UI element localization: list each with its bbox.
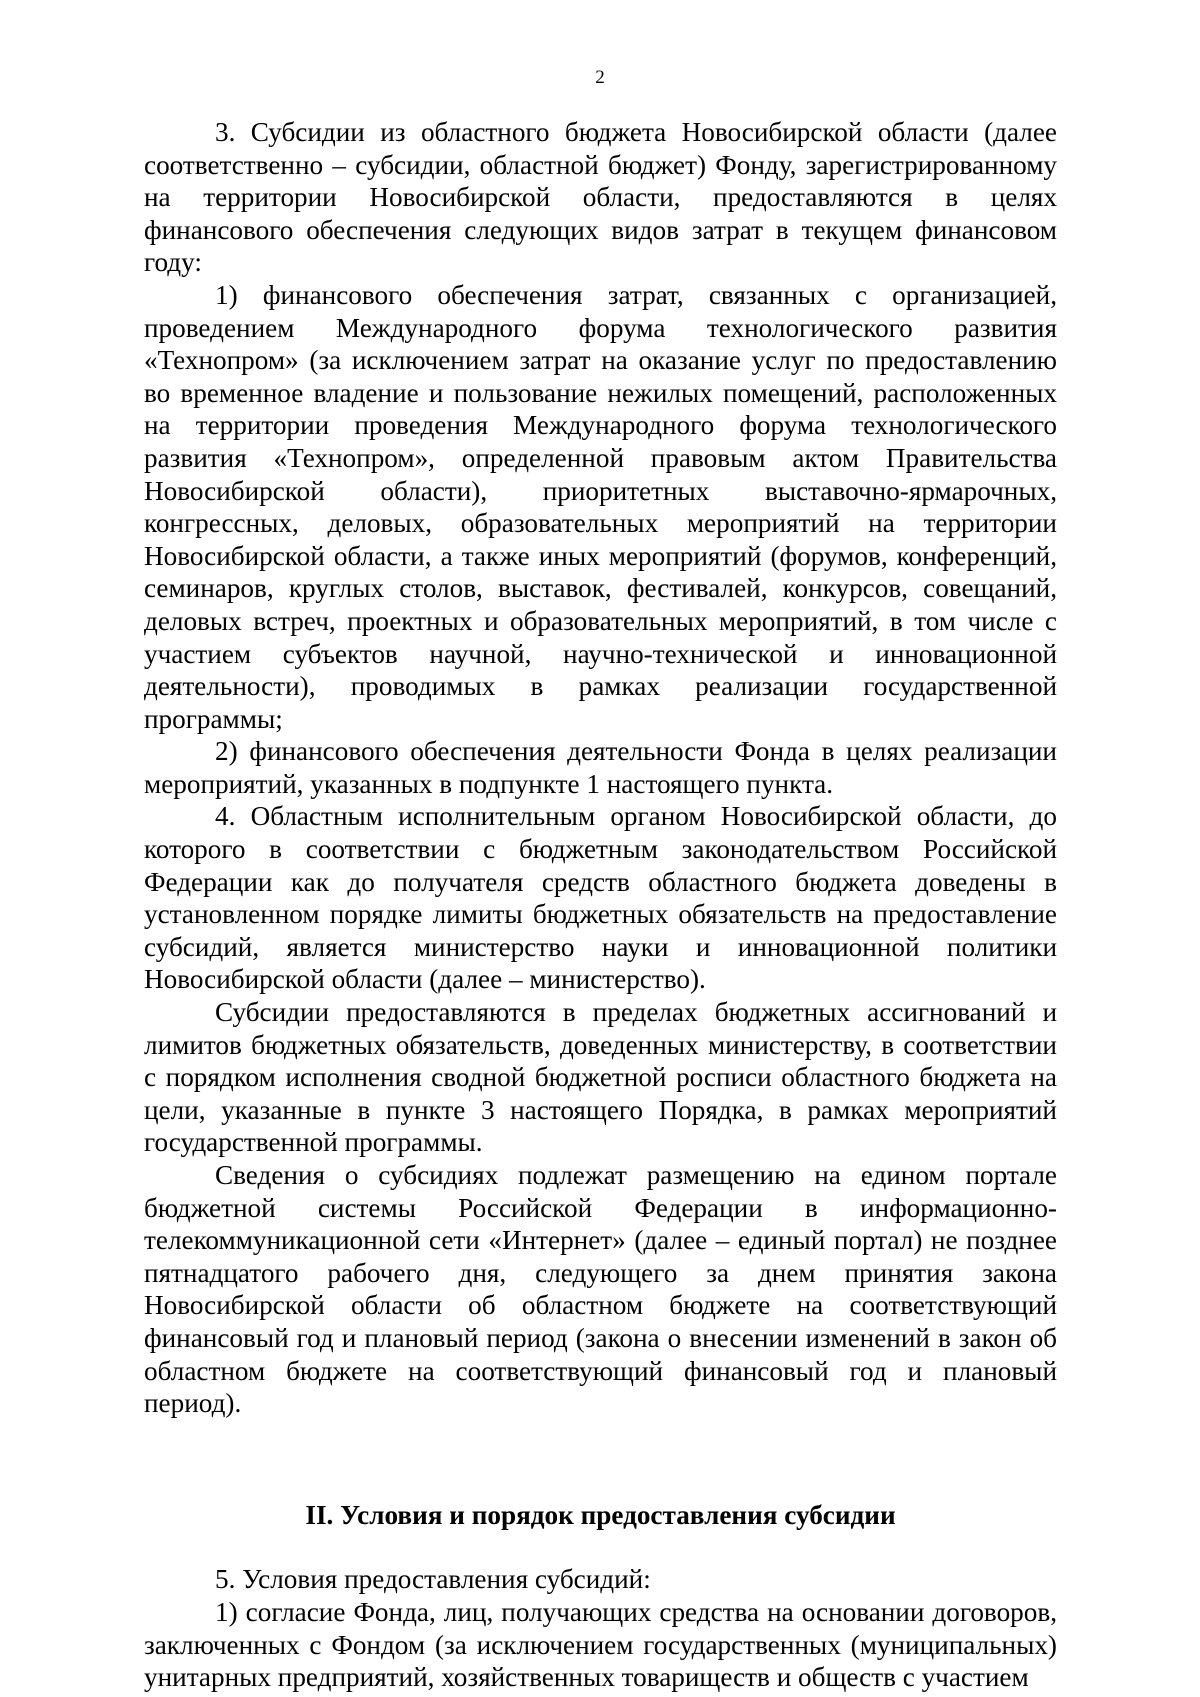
paragraph-subitem-1: 1) финансового обеспечения затрат, связанных с организацией, проведением Международного форума технологического развития «Технопром» (за исключением затрат на оказание услуг по предоставлению во временное владение и пользование нежилых помещений, расположенных на территории проведения Международного форума технологического развития «Технопром», определенной правовым актом Правительства Новосибирской области), приоритетных выставочно-ярмарочных, конгрессных, деловых, образовательных мероприятий на территории Новосибирской области, а также иных мероприятий (форумов, конференций, семинаров, круглых столов, выставок, фестивалей, конкурсов, совещаний, деловых встреч, проектных и образовательных мероприятий, в том числе с участием субъектов научной, научно-технической и инновационной деятельности), проводимых в рамках реализации государственной программы;: [144, 279, 1057, 734]
paragraph-subsidy-limits: Субсидии предоставляются в пределах бюджетных ассигнований и лимитов бюджетных обязательств, доведенных министерству, в соответствии с порядком исполнения сводной бюджетной росписи областного бюджета на цели, указанные в пункте 3 настоящего Порядка, в рамках мероприятий государственной программы.: [144, 997, 1057, 1158]
section-heading: II. Условия и порядок предоставления субсидии: [305, 1499, 896, 1530]
paragraph-item-4: 4. Областным исполнительным органом Новосибирской области, до которого в соответствии с бюджетным законодательством Российской Федерации как до получателя средств областного бюджета доведены в установленном порядке лимиты бюджетных обязательств на предоставление субсидий, является министерство науки и инновационной политики Новосибирской области (далее – министерство).: [144, 801, 1057, 995]
page-number: 2: [595, 67, 605, 88]
paragraph-item-3: 3. Субсидии из областного бюджета Новосибирской области (далее соответственно – субсидии, областной бюджет) Фонду, зарегистрированному на территории Новосибирской области, предоставляются в целях финансового обеспечения следующих видов затрат в текущем финансовом году:: [144, 117, 1057, 278]
paragraph-portal-info: Сведения о субсидиях подлежат размещению на едином портале бюджетной системы Российской Федерации в информационно-телекоммуникационной сети «Интернет» (далее – единый портал) не позднее пятнадцатого рабочего дня, следующего за днем принятия закона Новосибирской области об областном бюджете на соответствующий финансовый год и плановый период (закона о внесении изменений в закон об областном бюджете на соответствующий финансовый год и плановый период).: [144, 1160, 1057, 1419]
document-body: [144, 116, 1057, 1694]
paragraph-item-5-subitem-1: 1) согласие Фонда, лиц, получающих средства на основании договоров, заключенных с Фондом (за исключением государственных (муниципальных) унитарных предприятий, хозяйственных товариществ и обществ с участием: [144, 1596, 1057, 1693]
paragraph-subitem-2: 2) финансового обеспечения деятельности Фонда в целях реализации мероприятий, указанных в подпункте 1 настоящего пункта.: [144, 736, 1057, 799]
paragraph-item-5: 5. Условия предоставления субсидий:: [215, 1564, 651, 1595]
